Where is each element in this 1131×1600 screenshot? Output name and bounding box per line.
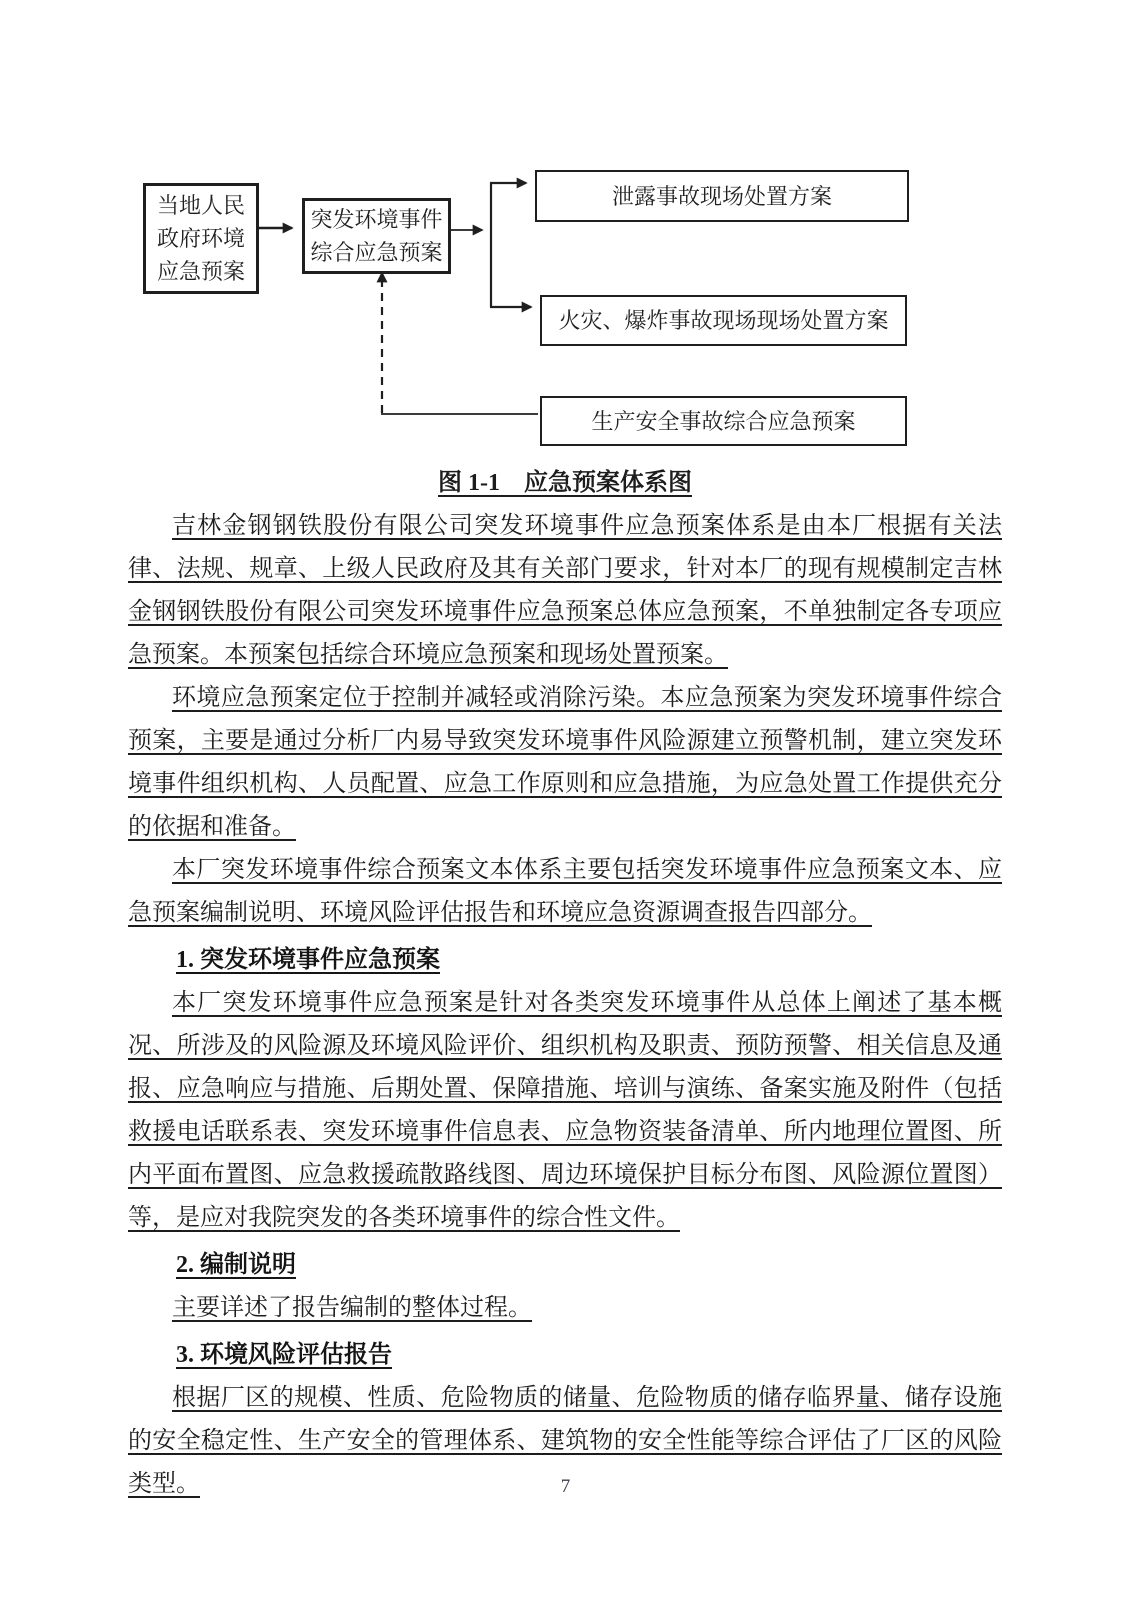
diagram-box-text-line: 当地人民 (156, 193, 245, 218)
diagram-box-fire-explosion-plan (540, 295, 907, 346)
document-body (128, 462, 1002, 1506)
emergency-plan-flowchart (0, 150, 1131, 462)
paragraph-plan-positioning: 环境应急预案定位于控制并减轻或消除污染。本应急预案为突发环境事件综合预案，主要是通过分析厂内易导致突发环境事件风险源建立预警机制，建立突发环境事件组织机构、人员配置、应急工作原则和应急措施，为应急处置工作提供充分的依据和准备。 (128, 685, 1002, 840)
paragraph-plan-text-system: 本厂突发环境事件综合预案文本体系主要包括突发环境事件应急预案文本、应急预案编制说明、环境风险评估报告和环境应急资源调查报告四部分。 (128, 857, 1002, 926)
diagram-box-text-line: 政府环境 (156, 226, 245, 251)
heading-3-risk-assessment-report: 3. 环境风险评估报告 (176, 1342, 392, 1368)
diagram-box-comprehensive-plan (302, 198, 451, 274)
diagram-box-local-government-plan (143, 183, 259, 294)
diagram-box-text-line: 生产安全事故综合应急预案 (591, 408, 856, 434)
diagram-box-text-line: 泄露事故现场处置方案 (611, 183, 832, 209)
page-number: 7 (560, 1476, 571, 1497)
paragraph-emergency-plan-detail: 本厂突发环境事件应急预案是针对各类突发环境事件从总体上阐述了基本概况、所涉及的风险源及环境风险评价、组织机构及职责、预防预警、相关信息及通报、应急响应与措施、后期处置、保障措施、培训与演练、备案实施及附件（包括救援电话联系表、突发环境事件信息表、应急物资装备清单、所内地理位置图、所内平面布置图、应急救援疏散路线图、周边环境保护目标分布图、风险源位置图）等，是应对我院突发的各类环境事件的综合性文件。 (128, 990, 1002, 1231)
diagram-box-leak-plan (535, 170, 909, 222)
diagram-box-text-line: 突发环境事件 (310, 207, 443, 232)
paragraph-risk-assessment: 根据厂区的规模、性质、危险物质的储量、危险物质的储存临界量、储存设施的安全稳定性、生产安全的管理体系、建筑物的安全性能等综合评估了厂区的风险类型。 (128, 1385, 1002, 1497)
diagram-box-text-line: 综合应急预案 (310, 240, 443, 265)
figure-caption: 图 1-1 应急预案体系图 (438, 470, 692, 496)
paragraph-plan-system-overview: 吉林金钢钢铁股份有限公司突发环境事件应急预案体系是由本厂根据有关法律、法规、规章、上级人民政府及其有关部门要求，针对本厂的现有规模制定吉林金钢钢铁股份有限公司突发环境事件应急预案总体应急预案，不单独制定各专项应急预案。本预案包括综合环境应急预案和现场处置预案。 (128, 513, 1002, 668)
diagram-box-text-line: 火灾、爆炸事故现场现场处置方案 (558, 308, 889, 333)
diagram-box-production-safety-plan (540, 396, 907, 446)
heading-1-emergency-plan: 1. 突发环境事件应急预案 (176, 947, 440, 973)
diagram-box-text-line: 应急预案 (156, 259, 245, 284)
paragraph-compilation-notes: 主要详述了报告编制的整体过程。 (172, 1295, 532, 1321)
heading-2-compilation-notes: 2. 编制说明 (176, 1252, 296, 1278)
